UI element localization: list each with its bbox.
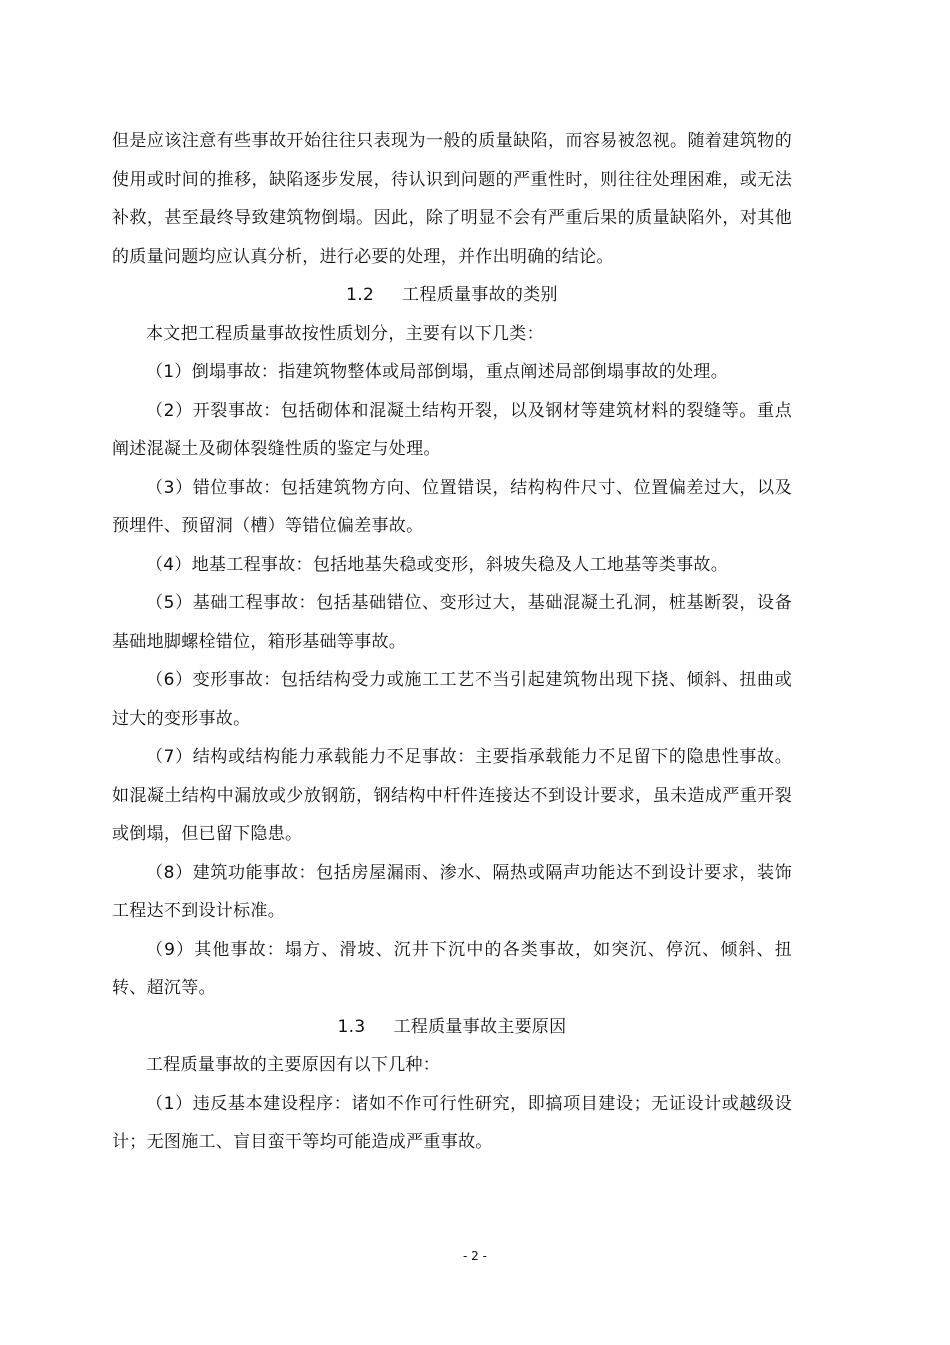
section-title: 工程质量事故主要原因 [393,1016,567,1037]
section-heading-1-2 [112,276,792,315]
list-item: （8）建筑功能事故：包括房屋漏雨、渗水、隔热或隔声功能达不到设计要求，装饰工程达不到设计标准。 [112,862,792,921]
page-number: - 2 - [463,1249,487,1263]
section-lead: 工程质量事故的主要原因有以下几种： [146,1055,441,1075]
list-item: （3）错位事故：包括建筑物方向、位置错误，结构构件尺寸、位置偏差过大，以及预埋件、预留洞（槽）等错位偏差事故。 [112,477,792,536]
page-content [112,122,792,1162]
list-item: （6）变形事故：包括结构受力或施工工艺不当引起建筑物出现下挠、倾斜、扭曲或过大的变形事故。 [112,670,792,729]
section-title: 工程质量事故的类别 [402,285,558,305]
list-item: （4）地基工程事故：包括地基失稳或变形，斜坡失稳及人工地基等类事故。 [146,554,729,575]
section-heading-1-3 [112,1008,792,1047]
list-item: （1）违反基本建设程序：诸如不作可行性研究，即搞项目建设；无证设计或越级设计；无图施工、盲目蛮干等均可能造成严重事故。 [112,1093,792,1152]
list-item: （7）结构或结构能力承载能力不足事故：主要指承载能力不足留下的隐患性事故。如混凝土结构中漏放或少放钢筋，钢结构中杆件连接达不到设计要求，虽未造成严重开裂或倒塌，但已留下隐患。 [112,747,792,844]
list-item: （1）倒塌事故：指建筑物整体或局部倒塌，重点阐述局部倒塌事故的处理。 [146,362,729,382]
list-item: （5）基础工程事故：包括基础错位、变形过大，基础混凝土孔洞，桩基断裂，设备基础地脚螺栓错位，箱形基础等事故。 [112,593,792,652]
list-item: （9）其他事故：塌方、滑坡、沉井下沉中的各类事故，如突沉、停沉、倾斜、扭转、超沉等。 [112,939,792,998]
intro-paragraph: 但是应该注意有些事故开始往往只表现为一般的质量缺陷，而容易被忽视。随着建筑物的使用或时间的推移，缺陷逐步发展，待认识到问题的严重性时，则往往处理困难，或无法补救，甚至最终导致建筑物倒塌。因此，除了明显不会有严重后果的质量缺陷外，对其他的质量问题均应认真分析，进行必要的处理，并作出明确的结论。 [112,131,792,267]
list-item: （2）开裂事故：包括砌体和混凝土结构开裂，以及钢材等建筑材料的裂缝等。重点阐述混凝土及砌体裂缝性质的鉴定与处理。 [112,400,792,459]
section-number: 1.3 [337,1016,366,1037]
section-lead: 本文把工程质量事故按性质划分，主要有以下几类： [146,323,544,344]
section-number: 1.2 [346,285,375,305]
